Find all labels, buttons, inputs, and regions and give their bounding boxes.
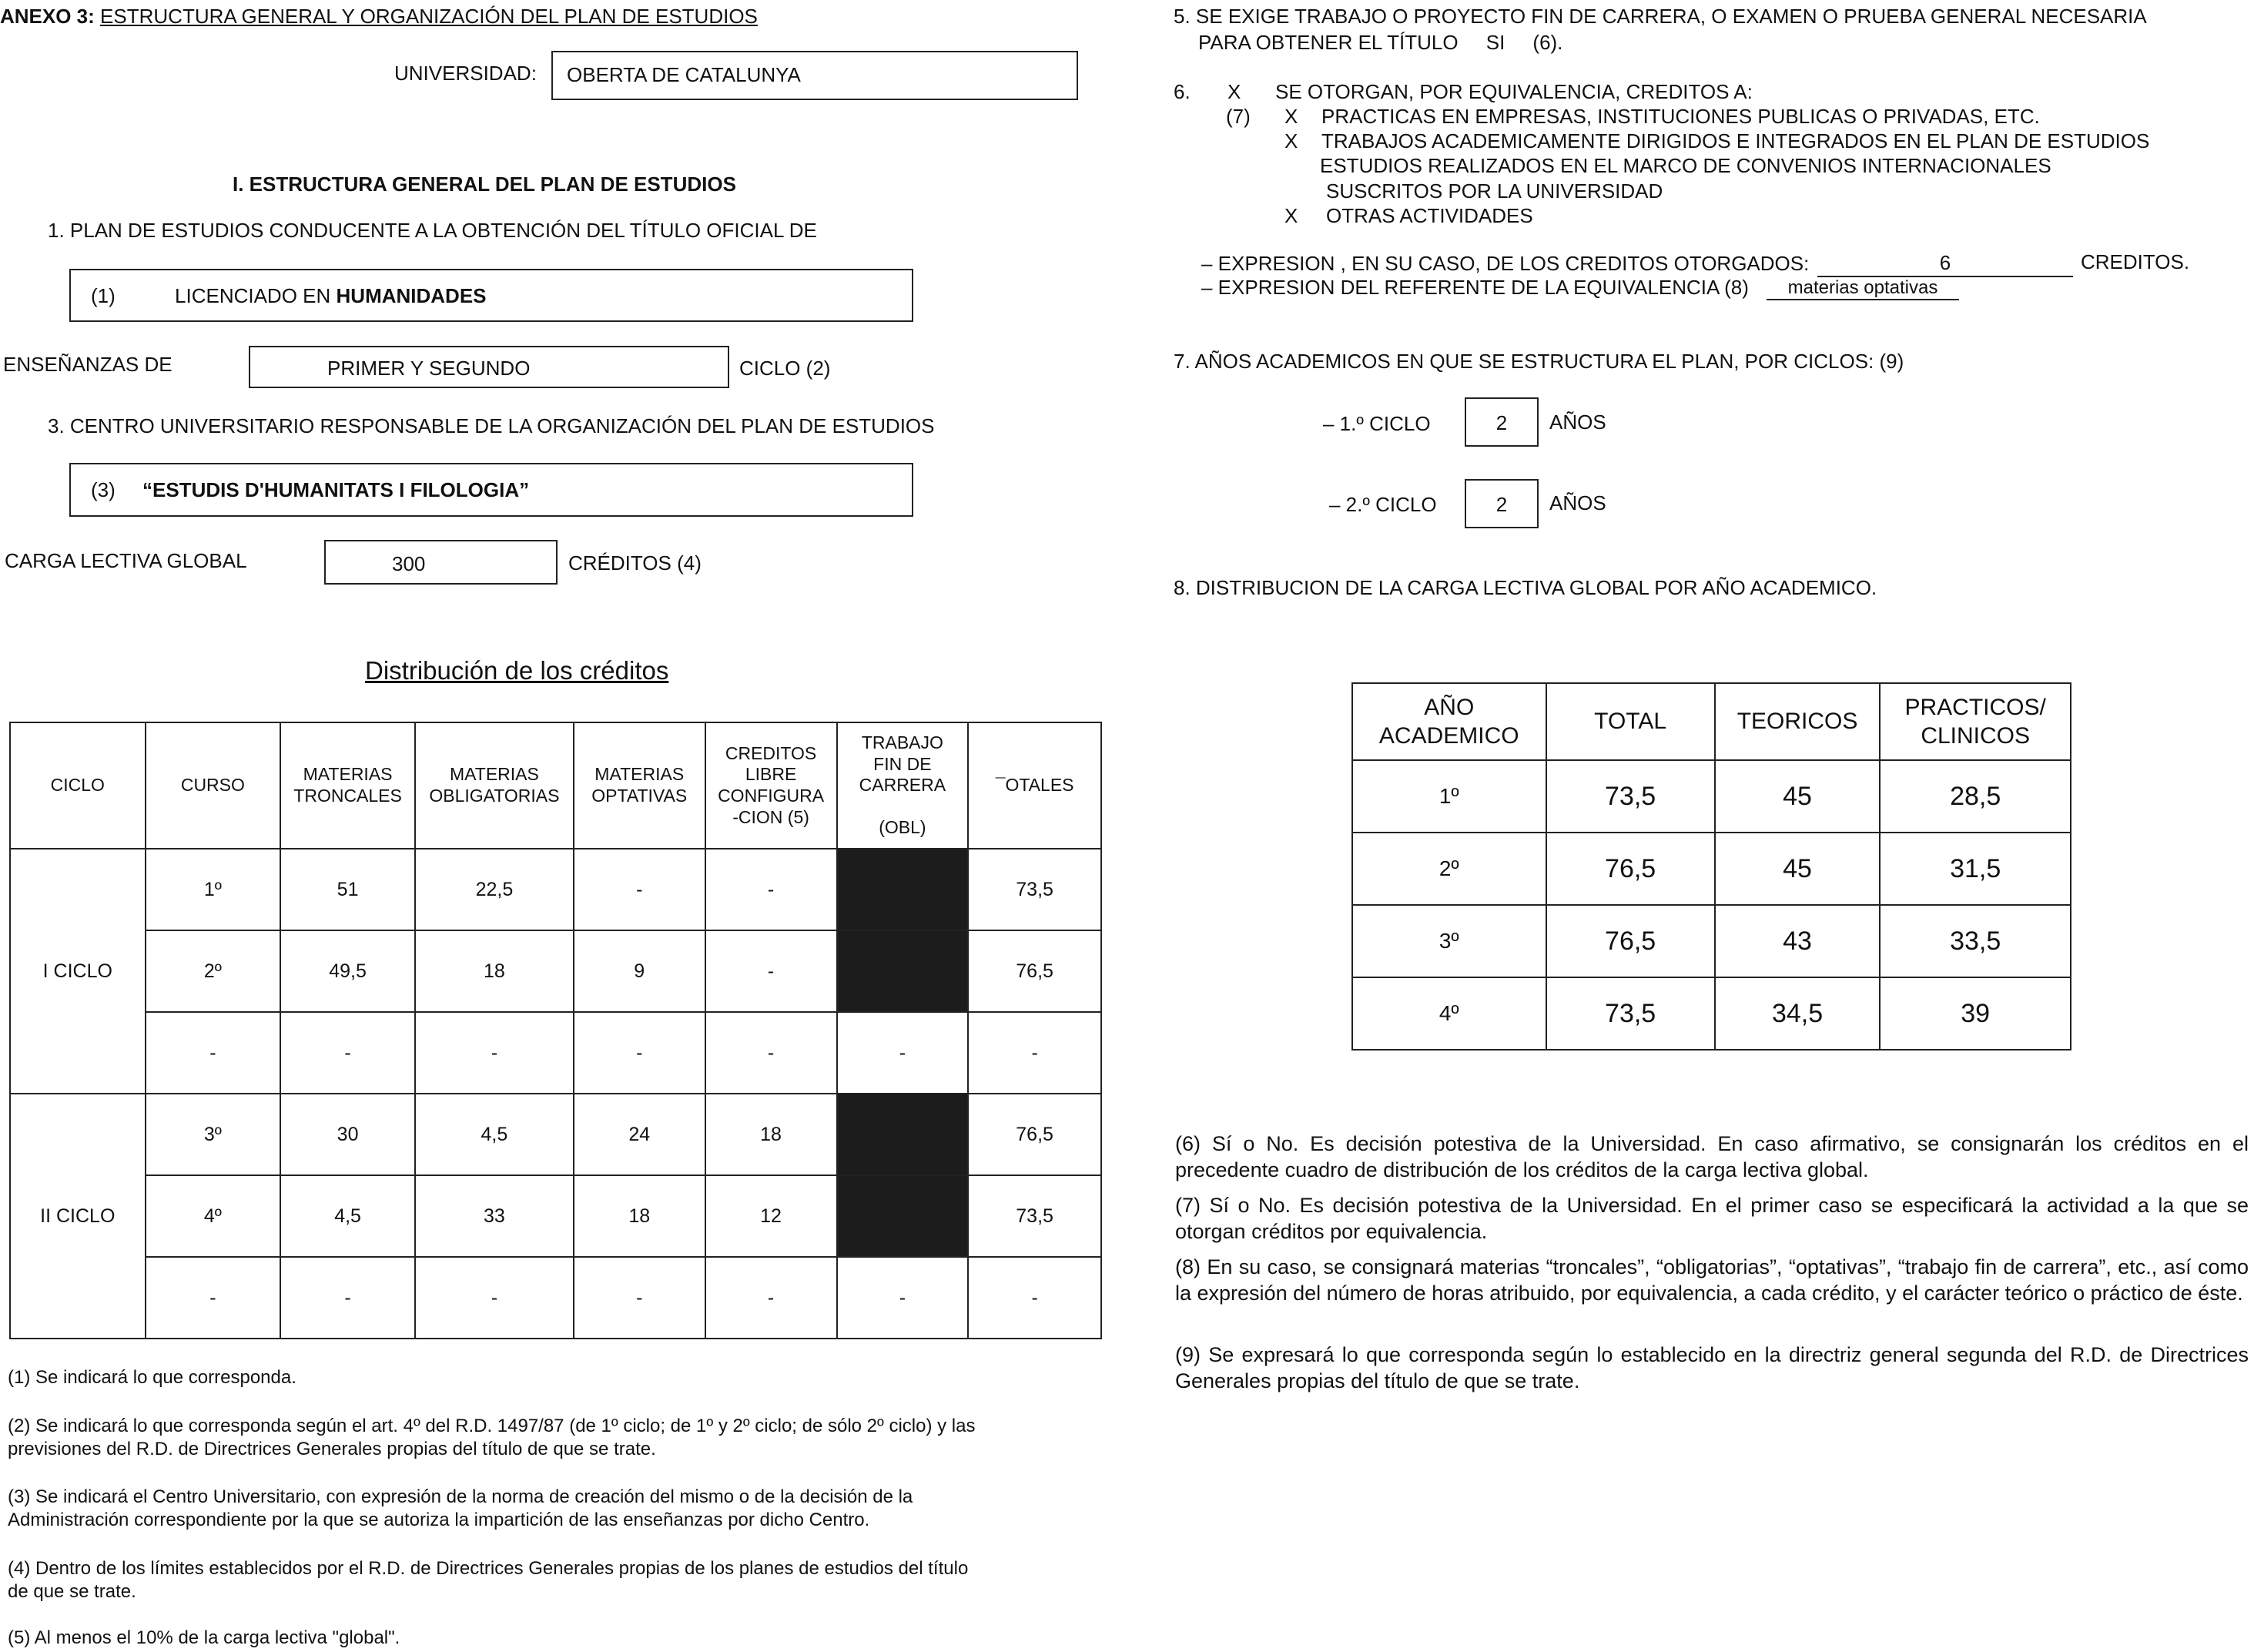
table-cell: 22,5 [415,849,574,930]
header-ano-academico: AÑO ACADEMICO [1352,683,1546,760]
header-curso: CURSO [146,722,281,849]
right-footnote: (9) Se expresará lo que corresponda según lo establecido en la directriz general segunda del R.D. de Directrices Generales propias del título de que se trate. [1175,1343,2249,1392]
table-cell: - [837,1012,969,1094]
distribution-title: Distribución de los créditos [365,656,669,685]
table-cell: 2º [1352,833,1546,905]
table-cell: 45 [1715,833,1881,905]
section-title: I. ESTRUCTURA GENERAL DEL PLAN DE ESTUDIOS [233,173,736,196]
ciclo2-box [1465,479,1539,528]
ciclo1-value: 2 [1495,411,1508,434]
carga-box [324,540,558,585]
table-cell: 45 [1715,760,1881,833]
table-row [10,930,1101,1012]
table-cell: - [705,1257,837,1339]
expr1-unit: CREDITOS. [2081,250,2190,273]
table-cell: 43 [1715,905,1881,977]
item6-b1: TRABAJOS ACADEMICAMENTE DIRIGIDOS E INTEGRADOS EN EL PLAN DE ESTUDIOS [1321,129,2150,152]
table-row [1352,833,2071,905]
table-cell: 73,5 [968,1175,1101,1257]
table-cell: 4º [1352,977,1546,1050]
left-footnote: (5) Al menos el 10% de la carga lectiva "global". [8,1627,400,1648]
table-cell: - [280,1257,415,1339]
carga-value: 300 [392,552,426,575]
ensenanzas-label: ENSEÑANZAS DE [3,353,172,376]
table-cell: 51 [280,849,415,930]
table-cell: 24 [574,1094,705,1175]
table-cell: 33,5 [1880,905,2071,977]
annex-label: ANEXO 3: [0,5,95,28]
item6-ref: (7) [1226,105,1251,128]
x-mark-b: X [1284,129,1298,152]
table-cell: 73,5 [968,849,1101,930]
shaded-cell [837,849,969,930]
table-cell: 1º [1352,760,1546,833]
annex-heading [0,5,758,28]
table-cell: 18 [415,930,574,1012]
header-total: TOTAL [1546,683,1715,760]
expr2-label: – EXPRESION DEL REFERENTE DE LA EQUIVALENCIA (8) [1201,276,1749,299]
table-cell: 4,5 [280,1175,415,1257]
table-cell: 28,5 [1880,760,2071,833]
table-row [1352,905,2071,977]
table-cell: - [705,849,837,930]
table-cell: 12 [705,1175,837,1257]
table-cell: 30 [280,1094,415,1175]
header-ciclo: CICLO [10,722,146,849]
table-cell: 4º [146,1175,281,1257]
table-cell: 76,5 [968,1094,1101,1175]
shaded-cell: - [837,930,969,1012]
table-cell: 4,5 [415,1094,574,1175]
item1-text: 1. PLAN DE ESTUDIOS CONDUCENTE A LA OBTENCIÓN DEL TÍTULO OFICIAL DE [48,219,817,242]
carga-label: CARGA LECTIVA GLOBAL [5,549,247,572]
university-field [551,51,1078,100]
table-cell: 3º [1352,905,1546,977]
table-cell: 9 [574,930,705,1012]
creditos-label: CRÉDITOS (4) [568,551,702,575]
x-mark-head: X [1227,80,1241,103]
left-footnote: (2) Se indicará lo que corresponda según el art. 4º del R.D. 1497/87 (de 1º ciclo; de 1º y 2º ciclo; de sólo 2º ciclo) y las previsiones del R.D. de Directrices Generales propias del título de que se trate. [8,1416,976,1459]
table-row [1352,977,2071,1050]
center-box [69,463,913,517]
table-cell: 76,5 [1546,905,1715,977]
center-num: (3) [91,478,116,501]
item6-b3: SUSCRITOS POR LA UNIVERSIDAD [1326,179,1663,203]
table-cell: - [837,1257,969,1339]
header-totales: ¯OTALES [968,722,1101,849]
table-cell: - [705,930,837,1012]
table-cell: - [968,1257,1101,1339]
table-cell: 1º [146,849,281,930]
table-cell: 18 [705,1094,837,1175]
table-cell: 76,5 [968,930,1101,1012]
cycle2-label: II CICLO [10,1094,146,1339]
left-footnote: (1) Se indicará lo que corresponda. [8,1367,296,1388]
header-teoricos: TEORICOS [1715,683,1881,760]
table-cell: - [280,1012,415,1094]
table-cell: 3º [146,1094,281,1175]
left-footnote: (3) Se indicará el Centro Universitario, con expresión de la norma de creación del mismo o de la decisión de la Administración correspondiente por la que se autoriza la impartición de las enseñanzas por dicho Centro. [8,1486,913,1530]
item5-line2: PARA OBTENER EL TÍTULO SI (6). [1198,31,1563,54]
anos-label-2: AÑOS [1549,491,1606,514]
item6-b2: ESTUDIOS REALIZADOS EN EL MARCO DE CONVENIOS INTERNACIONALES [1320,154,2051,177]
table-cell: 39 [1880,977,2071,1050]
expr2-value: materias optativas [1767,277,1959,300]
header-troncales: MATERIAS TRONCALES [280,722,415,849]
table-cell: 31,5 [1880,833,2071,905]
shaded-cell: 6 [837,1175,969,1257]
table-cell: 73,5 [1546,977,1715,1050]
table-cell: - [968,1012,1101,1094]
expr1-value: 6 [1817,251,2073,277]
table-row [10,1094,1101,1175]
cycle1-label: I CICLO [10,849,146,1094]
item8-text: 8. DISTRIBUCION DE LA CARGA LECTIVA GLOBAL POR AÑO ACADEMICO. [1174,576,1877,599]
annex-title: ESTRUCTURA GENERAL Y ORGANIZACIÓN DEL PLAN DE ESTUDIOS [100,5,758,28]
ciclo1-label: – 1.º CICLO [1323,412,1431,435]
degree-num: (1) [91,284,116,307]
header-practicos: PRACTICOS/ CLINICOS [1880,683,2071,760]
table-cell: - [146,1257,281,1339]
center-name: “ESTUDIS D'HUMANITATS I FILOLOGIA” [142,478,530,501]
header-obligatorias: MATERIAS OBLIGATORIAS [415,722,574,849]
expr1-label: – EXPRESION , EN SU CASO, DE LOS CREDITOS OTORGADOS: [1201,252,1810,275]
table-cell: - [146,1012,281,1094]
table-row [1352,760,2071,833]
table-row [10,1257,1101,1339]
item6-head: SE OTORGAN, POR EQUIVALENCIA, CREDITOS A: [1275,80,1753,103]
table-cell: - [574,1257,705,1339]
table-cell: - [574,1012,705,1094]
left-footnote: (4) Dentro de los límites establecidos por el R.D. de Directrices Generales propias de los planes de estudios del título de que se trate. [8,1558,969,1602]
degree-box [69,269,913,322]
ciclo2-label: – 2.º CICLO [1329,493,1437,516]
ciclo-label: CICLO (2) [739,357,831,380]
item6-a: PRACTICAS EN EMPRESAS, INSTITUCIONES PUBLICAS O PRIVADAS, ETC. [1321,105,2040,128]
shaded-cell [837,1094,969,1175]
header-trabajo-fin-carrera: TRABAJO FIN DE CARRERA (OBL) [837,722,969,849]
table-row [10,1175,1101,1257]
item5-line1: 5. SE EXIGE TRABAJO O PROYECTO FIN DE CARRERA, O EXAMEN O PRUEBA GENERAL NECESARIA [1174,5,2147,28]
ensenanzas-value: PRIMER Y SEGUNDO [327,357,531,380]
credits-table [9,722,1102,1339]
header-libre-configuracion: CREDITOS LIBRE CONFIGURA -CION (5) [705,722,837,849]
header-optativas: MATERIAS OPTATIVAS [574,722,705,849]
ensenanzas-box [249,346,729,388]
item7-text: 7. AÑOS ACADEMICOS EN QUE SE ESTRUCTURA EL PLAN, POR CICLOS: (9) [1174,350,1904,373]
anos-label-1: AÑOS [1549,410,1606,434]
item6-num: 6. [1174,80,1191,103]
table-cell: - [415,1012,574,1094]
table-cell: - [415,1257,574,1339]
degree-prefix: LICENCIADO EN [175,284,337,307]
item3-text: 3. CENTRO UNIVERSITARIO RESPONSABLE DE LA ORGANIZACIÓN DEL PLAN DE ESTUDIOS [48,414,935,437]
table-cell: 2º [146,930,281,1012]
item6-c: OTRAS ACTIVIDADES [1326,204,1533,227]
x-mark-c: X [1284,204,1298,227]
right-footnote: (6) Sí o No. Es decisión potestiva de la Universidad. En caso afirmativo, se consignarán los créditos en el precedente cuadro de distribución de los créditos de la carga lectiva global. [1175,1132,2249,1181]
table-row [10,849,1101,930]
degree-name: HUMANIDADES [336,284,487,307]
ciclo1-box [1465,397,1539,447]
table-cell: 49,5 [280,930,415,1012]
university-value: OBERTA DE CATALUNYA [567,63,801,86]
table-cell: 33 [415,1175,574,1257]
table-cell: 73,5 [1546,760,1715,833]
table-row [10,1012,1101,1094]
table-cell: 34,5 [1715,977,1881,1050]
table-cell: - [574,849,705,930]
table-cell: 76,5 [1546,833,1715,905]
right-footnote: (8) En su caso, se consignará materias “troncales”, “obligatorias”, “optativas”, “trabajo fin de carrera”, etc., así como la expresión del número de horas atribuido, por equivalencia, a cada crédito, y el carácter teórico o práctico de éste. [1175,1255,2249,1305]
right-footnote: (7) Sí o No. Es decisión potestiva de la Universidad. En el primer caso se especificará la actividad a la que se otorgan créditos por equivalencia. [1175,1194,2249,1243]
annual-table [1351,682,2071,1051]
table-cell: - [705,1012,837,1094]
ciclo2-value: 2 [1495,493,1508,516]
x-mark-a: X [1284,105,1298,128]
university-label: UNIVERSIDAD: [394,62,537,85]
table-cell: 18 [574,1175,705,1257]
